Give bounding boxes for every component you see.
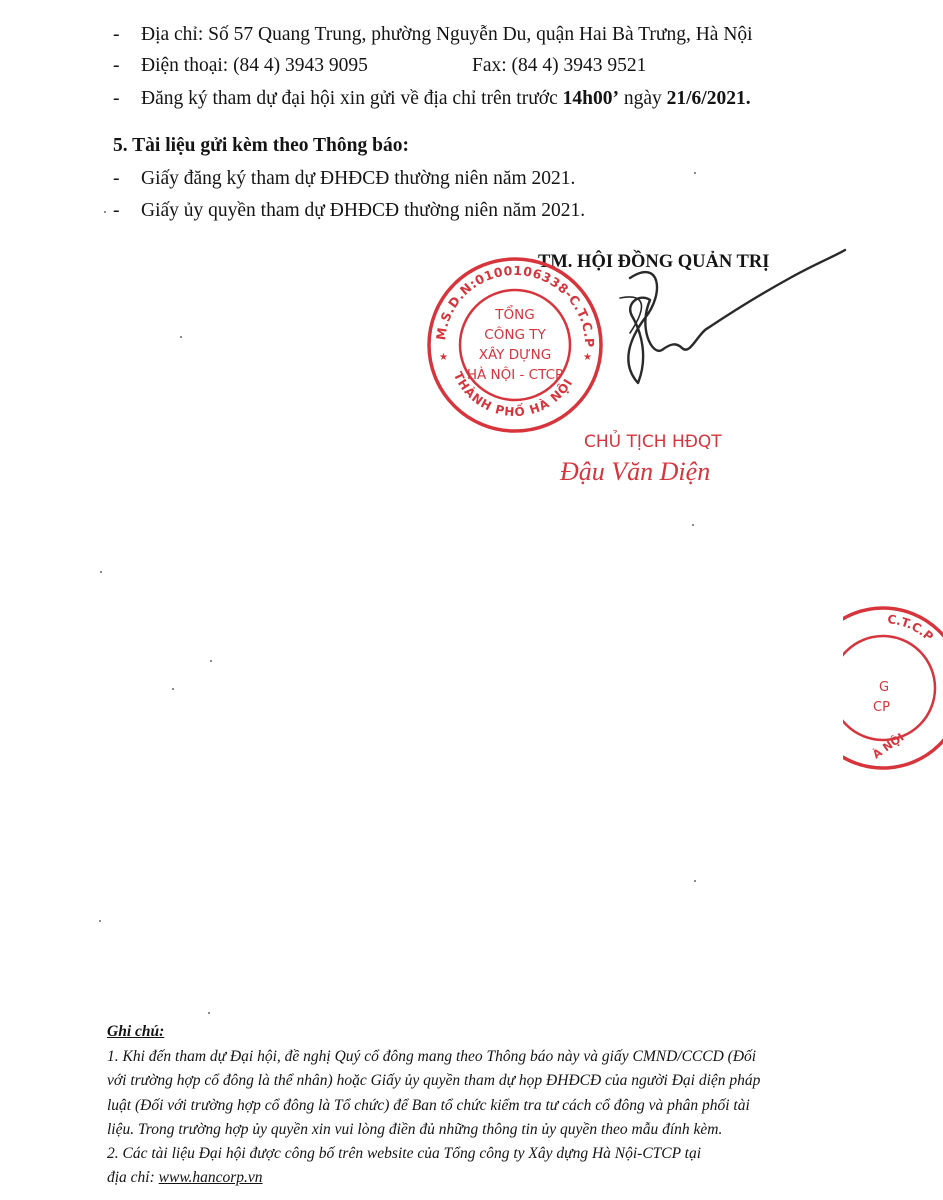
bullet-dash: - <box>113 55 120 76</box>
stamp-outer-text: M.S.D.N:0100106338-C.T.C.P <box>432 262 598 348</box>
note-line: luật (Đối với trường hợp cổ đông là Tổ chức) để Ban tổ chức kiểm tra tư cách cổ đông và phân phối tài <box>107 1097 750 1114</box>
bullet-dash: - <box>113 200 120 221</box>
stamp-line-1: TỔNG <box>495 307 535 323</box>
register-prefix: Đăng ký tham dự đại hội xin gửi về địa chỉ trên trước <box>141 88 563 109</box>
company-stamp <box>425 255 605 435</box>
scan-speck <box>99 920 101 922</box>
scan-speck <box>208 1012 210 1014</box>
scan-speck <box>694 172 696 174</box>
scan-speck <box>210 660 212 662</box>
handwritten-signature <box>590 238 850 398</box>
partial-stamp-inner-1: G <box>879 680 890 695</box>
stamp-star-left: ★ <box>439 352 448 363</box>
section-5-heading: 5. Tài liệu gửi kèm theo Thông báo: <box>113 135 409 156</box>
stamp-star-right: ★ <box>583 352 592 363</box>
attachment-item: Giấy ủy quyền tham dự ĐHĐCĐ thường niên năm 2021. <box>141 200 586 221</box>
register-line <box>141 88 751 110</box>
stamp-line-4: HÀ NỘI - CTCP <box>466 367 564 383</box>
stamp-line-3: XÂY DỰNG <box>478 347 552 363</box>
notes-heading: Ghi chú: <box>107 1023 165 1040</box>
address-prefix: địa chỉ: <box>107 1169 159 1186</box>
scan-speck <box>104 211 106 213</box>
register-time: 14h00’ <box>562 88 619 109</box>
note-line: 2. Các tài liệu Đại hội được công bố trên website của Tổng công ty Xây dựng Hà Nội-CTCP tại <box>107 1145 702 1162</box>
scan-speck <box>172 688 174 690</box>
stamp-line-2: CÔNG TY <box>484 327 546 343</box>
scan-speck <box>100 571 102 573</box>
bullet-dash: - <box>113 88 120 109</box>
scan-speck <box>692 524 694 526</box>
on-behalf-heading: TM. HỘI ĐỒNG QUẢN TRỊ <box>538 252 770 272</box>
note-line: liệu. Trong trường hợp ủy quyền xin vui lòng điền đủ những thông tin ủy quyền theo mẫu đính kèm. <box>107 1121 723 1138</box>
stamp-bottom-text: THÀNH PHỐ HÀ NỘI <box>450 369 576 420</box>
register-mid: ngày <box>618 88 667 109</box>
partial-stamp <box>843 603 943 773</box>
bullet-dash: - <box>113 24 120 45</box>
bullet-dash: - <box>113 168 120 189</box>
attachment-item: Giấy đăng ký tham dự ĐHĐCĐ thường niên năm 2021. <box>141 168 576 189</box>
register-date: 21/6/2021. <box>666 88 751 109</box>
partial-stamp-bottom: À NỘI <box>870 730 907 762</box>
note-line: 1. Khi đến tham dự Đại hội, đề nghị Quý cổ đông mang theo Thông báo này và giấy CMND/CCCD (Đối <box>107 1048 757 1065</box>
scan-speck <box>694 880 696 882</box>
signer-name: Đậu Văn Diện <box>560 457 711 486</box>
partial-stamp-inner-2: CP <box>873 700 890 715</box>
phone-line: Điện thoại: (84 4) 3943 9095 <box>141 55 368 76</box>
chairman-title: CHỦ TỊCH HĐQT <box>584 432 722 452</box>
website-link[interactable]: www.hancorp.vn <box>158 1169 263 1186</box>
note-line: với trường hợp cổ đông là thể nhân) hoặc Giấy ủy quyền tham dự họp ĐHĐCĐ của người Đại diện pháp <box>107 1072 761 1089</box>
address-line: Địa chỉ: Số 57 Quang Trung, phường Nguyễn Du, quận Hai Bà Trưng, Hà Nội <box>141 24 753 45</box>
note-line-last <box>107 1166 263 1190</box>
fax-line: Fax: (84 4) 3943 9521 <box>472 55 647 76</box>
partial-stamp-outer: C.T.C.P <box>886 612 936 644</box>
scan-speck <box>180 336 182 338</box>
